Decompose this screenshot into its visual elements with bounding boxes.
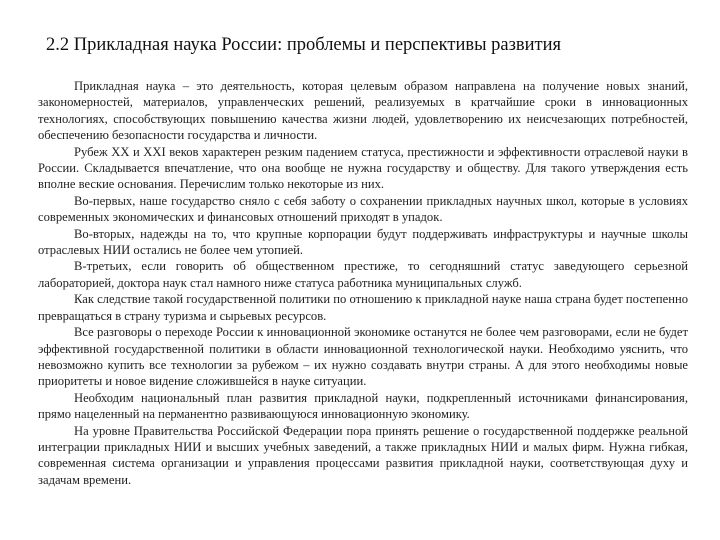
paragraph-government-support: На уровне Правительства Российской Федерации пора принять решение о государственной поддержке реальной интеграции прикладных НИИ и высших учебных заведений, а также прикладных НИИ и малых фирм. Нужна гибкая, современная система организации и управления процессами развития прикладной науки, соответствующая духу и задачам времени. bbox=[38, 423, 688, 487]
paragraph-first-reason: Во-первых, наше государство сняло с себя заботу о сохранении прикладных научных школ, которые в условиях современных экономических и финансовых отношений приходят в упадок. bbox=[38, 193, 688, 225]
paragraph-innovation-economy: Все разговоры о переходе России к инновационной экономике останутся не более чем разговорами, если не будет эффективной государственной политики в области инновационной технологической науки. Необходимо уяснить, что невозможно купить все технологии за рубежом – их нужно создавать внутри страны. А для этого необходимы новые приоритеты и новое видение сложившейся в науке ситуации. bbox=[38, 325, 688, 389]
page-title: 2.2 Прикладная наука России: проблемы и перспективы развития bbox=[46, 35, 562, 55]
paragraph-consequence: Как следствие такой государственной политики по отношению к прикладной науке наша страна будет постепенно превращаться в страну туризма и сырьевых ресурсов. bbox=[38, 292, 688, 323]
document-body bbox=[38, 78, 688, 488]
paragraph-second-reason: Во-вторых, надежды на то, что крупные корпорации будут поддерживать инфраструктуры и научные школы отраслевых НИИ остались не более чем утопией. bbox=[38, 226, 688, 258]
paragraph-third-reason: В-третьих, если говорить об общественном престиже, то сегодняшний статус заведующего серьезной лабораторией, доктора наук стал намного ниже статуса работника муниципальных служб. bbox=[38, 259, 688, 290]
paragraph-national-plan: Необходим национальный план развития прикладной науки, подкрепленный источниками финансирования, прямо нацеленный на перманентно развивающуюся инновационную экономику. bbox=[38, 390, 688, 422]
paragraph-decline: Рубеж XX и XXI веков характерен резким падением статуса, престижности и эффективности отраслевой науки в России. Складывается впечатление, что она вообще не нужна государству и обществу. Для такого утверждения есть вполне веские основания. Перечислим только некоторые из них. bbox=[38, 144, 688, 192]
paragraph-definition: Прикладная наука – это деятельность, которая целевым образом направлена на получение новых знаний, закономерностей, материалов, управленческих решений, реализуемых в кратчайшие сроки в инновационных технологиях, способствующих повышению качества жизни людей, удовлетворению их неисчезающих потребностей, обеспечению безопасности государства и личности. bbox=[38, 79, 688, 143]
